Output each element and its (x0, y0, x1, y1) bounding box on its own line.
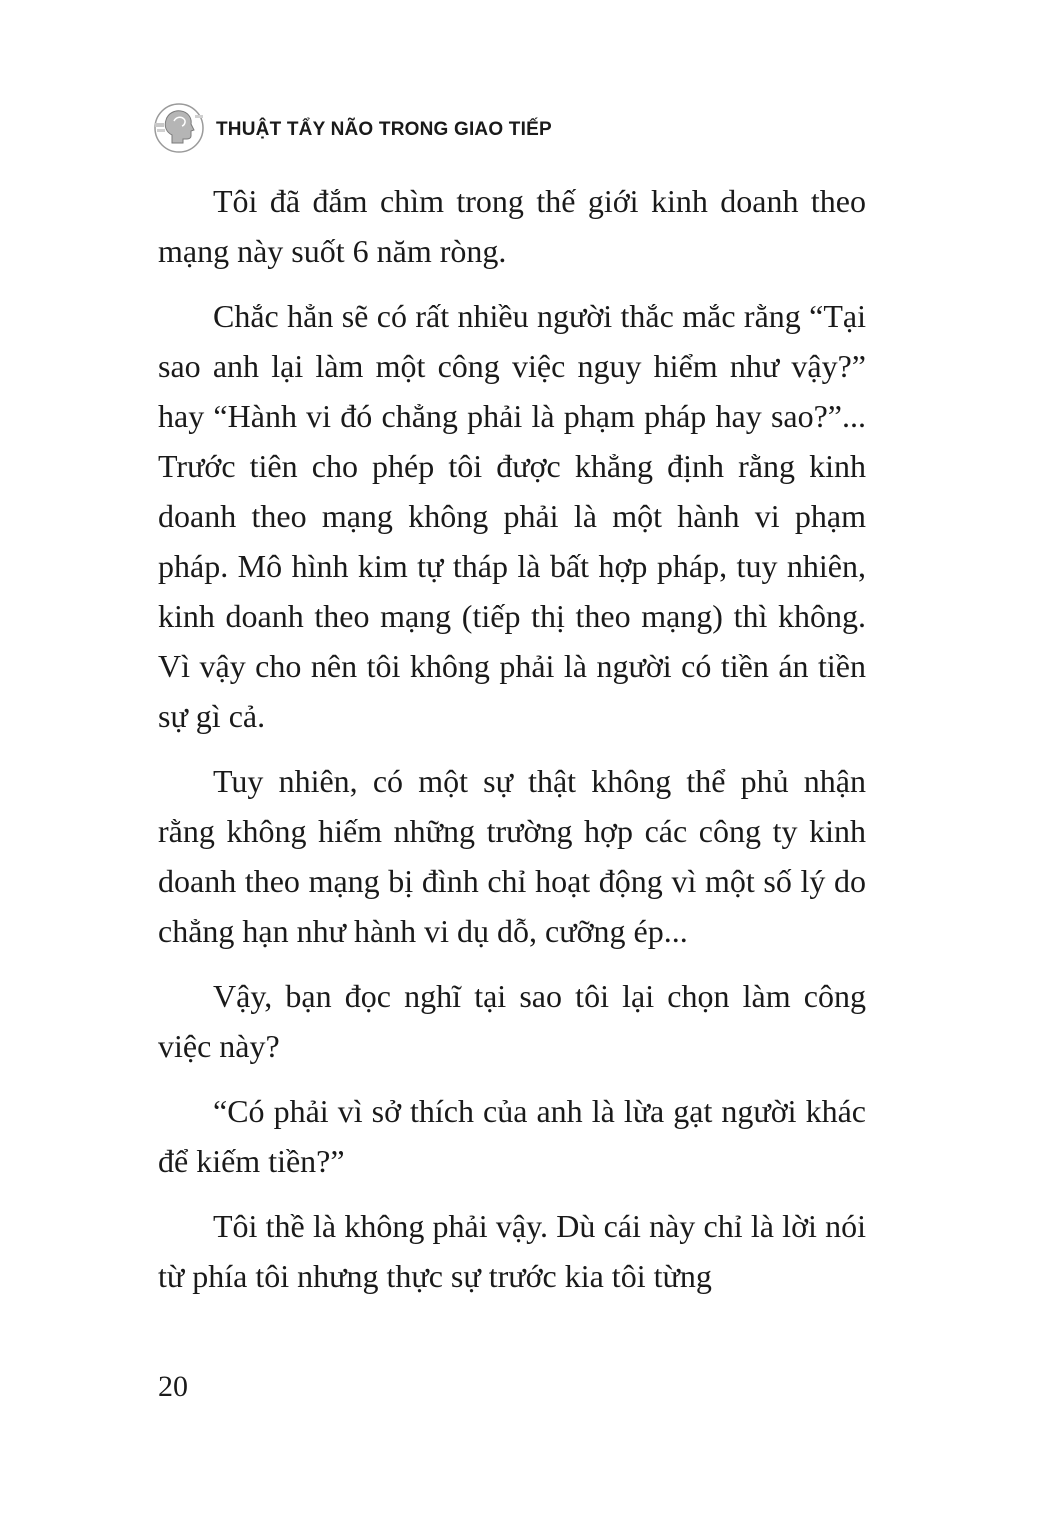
running-header (152, 98, 552, 158)
paragraph: Chắc hẳn sẽ có rất nhiều người thắc mắc rằng “Tại sao anh lại làm một công việc nguy hiểm như vậy?” hay “Hành vi đó chẳng phải là phạm pháp hay sao?”... Trước tiên cho phép tôi được khẳng định rằng kinh doanh theo mạng không phải là một hành vi phạm pháp. Mô hình kim tự tháp là bất hợp pháp, tuy nhiên, kinh doanh theo mạng (tiếp thị theo mạng) thì không. Vì vậy cho nên tôi không phải là người có tiền án tiền sự gì cả. (158, 298, 866, 734)
paragraph: “Có phải vì sở thích của anh là lừa gạt người khác để kiếm tiền?” (158, 1093, 866, 1179)
paragraph: Tôi đã đắm chìm trong thế giới kinh doanh theo mạng này suốt 6 năm ròng. (158, 183, 866, 269)
header-title: THUẬT TẨY NÃO TRONG GIAO TIẾP (216, 119, 552, 140)
paragraph: Tuy nhiên, có một sự thật không thể phủ nhận rằng không hiếm những trường hợp các công ty kinh doanh theo mạng bị đình chỉ hoạt động vì một số lý do chẳng hạn như hành vi dụ dỗ, cưỡng ép... (158, 763, 866, 949)
body-text (158, 176, 866, 1316)
paragraph: Tôi thề là không phải vậy. Dù cái này chỉ là lời nói từ phía tôi nhưng thực sự trước kia tôi từng (158, 1208, 866, 1294)
head-silhouette-icon (152, 101, 206, 155)
page-number: 20 (158, 1370, 188, 1403)
paragraph: Vậy, bạn đọc nghĩ tại sao tôi lại chọn làm công việc này? (158, 978, 866, 1064)
